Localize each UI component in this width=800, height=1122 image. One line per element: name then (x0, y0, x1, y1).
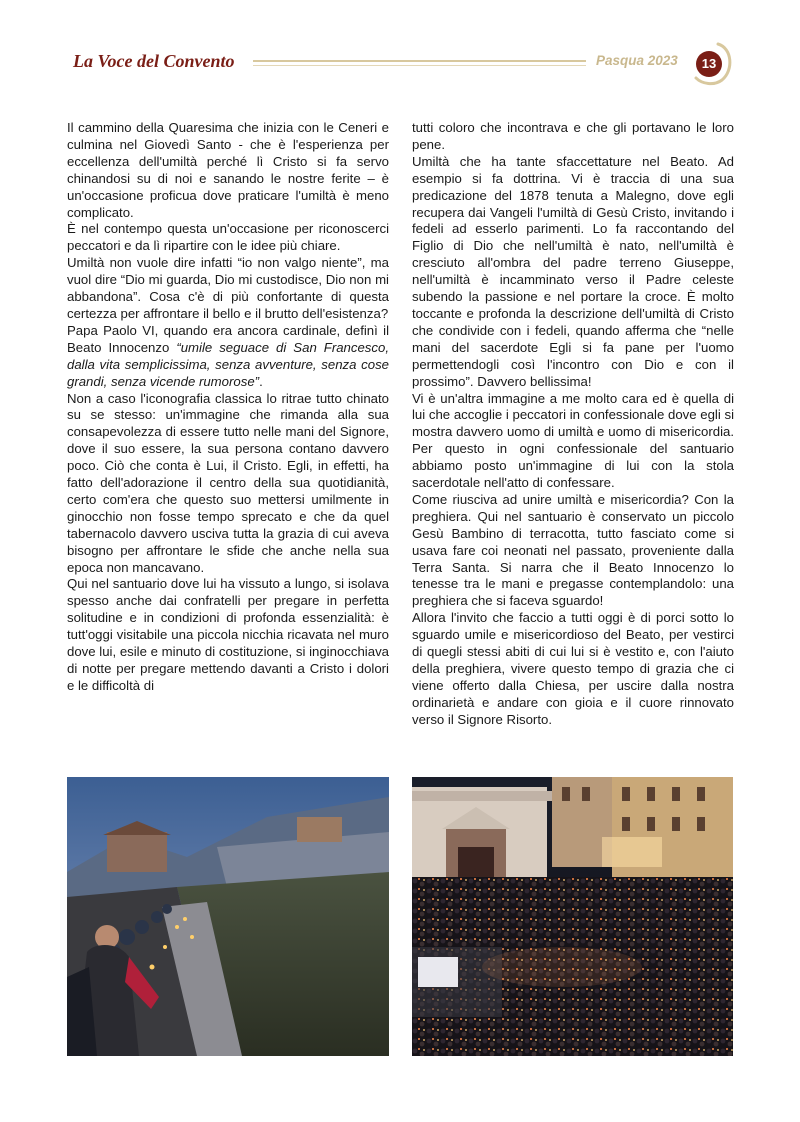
paragraph: tutti coloro che incontrava e che gli portavano le loro pene. (412, 120, 734, 152)
paragraph: Come riusciva ad unire umiltà e misericordia? Con la preghiera. Qui nel santuario è conservato un piccolo Gesù Bambino di terracotta, tutto fasciato come si usava fare coi neonati nel passato, proveniente dalla Terra Santa. Si narra che il Beato Innocenzo lo tenesse tra le mani e pregasse contemplandolo: una preghiera che si faceva sguardo! (412, 491, 734, 609)
paragraph-text: . (259, 373, 263, 389)
paragraph: Allora l'invito che faccio a tutti oggi è di porci sotto lo sguardo umile e misericordioso del Beato, per vestirci di quegli stessi abiti di cui lui si è vestito e, con l'aiuto della preghiera, vivere questo tempo di grazia che ci viene offerto dalla Chiesa, per uscire dalla nostra ordinarietà e andare con gioia e il cuore rinnovato verso il Signore Risorto. (412, 610, 734, 727)
header-rule (253, 60, 586, 62)
paragraph: Non a caso l'iconografia classica lo ritrae tutto chinato su se stesso: un'immagine che rimanda alla sua consapevolezza di essere tutto nelle mani del Signore, dove il suo essere, la sua persona contano davvero poco. Ciò che conta è Lui, il Cristo. Egli, in effetti, ha fatto dell'adorazione il centro della sua quotidianità, certo com'era che questo suo mettersi umilmente in ginocchio non fosse tempo sprecato e che da quel tabernacolo davvero usciva tutta la grazia di cui aveva bisogno per affrontare le sfide che anche nella sua epoca non mancavano. (67, 390, 389, 575)
paragraph: Umiltà non vuole dire infatti “io non valgo niente”, ma vuol dire “Dio mi guarda, Dio mi custodisce, Dio non mi abbandona”. Cosa c'è di più confortante di questa certezza per affrontare il bello e il brutto dell'esistenza? (67, 255, 389, 321)
photo-procession-hillside (67, 777, 389, 1056)
paragraph: È nel contempo questa un'occasione per riconoscerci peccatori e da lì ripartire con le idee più chiare. (67, 221, 389, 254)
paragraph-quote: “umile seguace di San Francesco, dalla vita semplicissima, senza avventure, senza cose grandi, senza vicende rumorose” (67, 339, 389, 389)
page-number: 13 (696, 51, 722, 77)
paragraph (67, 323, 389, 391)
article-column-right (412, 120, 734, 729)
paragraph: Umiltà che ha tante sfaccettature nel Beato. Ad esempio si fa dottrina. Vi è traccia di una sua predicazione del 1878 tenuta a Malegno, dove egli recupera dai Vangeli l'umiltà di Gesù Cristo, invitando i fedeli ad esserlo parimenti. Lo fa raccontando del Figlio di Dio che nell'umiltà è nato, nell'umiltà è cresciuto all'ombra del padre terreno Giuseppe, nell'umiltà è incamminato verso il Padre celeste subendo la passione e nel portare la croce. È molto toccante e profonda la descrizione dell'umiltà di Cristo che condivide con i fedeli, quando afferma che “nelle mani del sacerdote Egli si fa pane per l'uomo permettendogli così l'incontro con Dio e con il prossimo”. Davvero bellissima! (412, 153, 734, 389)
photo-candlelight-square (412, 777, 733, 1056)
paragraph: Il cammino della Quaresima che inizia con le Ceneri e culmina nel Giovedì Santo - che è l'esperienza per eccellenza dell'umiltà perché lì Cristo si fa servo chinandosi su di noi e sanando le nostre ferite – è un'occasione proficua dove praticare l'umiltà è meno complicato. (67, 120, 389, 220)
magazine-title: La Voce del Convento (73, 51, 235, 71)
issue-label: Pasqua 2023 (596, 53, 678, 68)
paragraph: Vi è un'altra immagine a me molto cara ed è quella di lui che accoglie i peccatori in confessionale dove egli si mostra davvero uomo di umiltà e uomo di misericordia. Per questo in ogni confessionale del santuario abbiamo posto un'immagine di lui con la stola sacerdotale nell'atto di confessare. (412, 390, 734, 491)
page-number-badge (688, 40, 734, 86)
paragraph: Qui nel santuario dove lui ha vissuto a lungo, si isolava spesso anche dai confratelli per pregare in perfetta solitudine e in condizioni di profonda essenzialità: è tutt'oggi visitabile una piccola nicchia ricavata nel muro dove lui, esile e minuto di costituzione, si inginocchiava di notte per pregare mettendo davanti a Cristo i dolori e le difficoltà di (67, 576, 389, 693)
page-header (0, 0, 800, 100)
article-column-left (67, 120, 389, 695)
paragraph-text: Papa Paolo VI, quando era ancora cardinale, definì il Beato Innocenzo (67, 322, 389, 355)
header-rule-thin (253, 65, 586, 66)
